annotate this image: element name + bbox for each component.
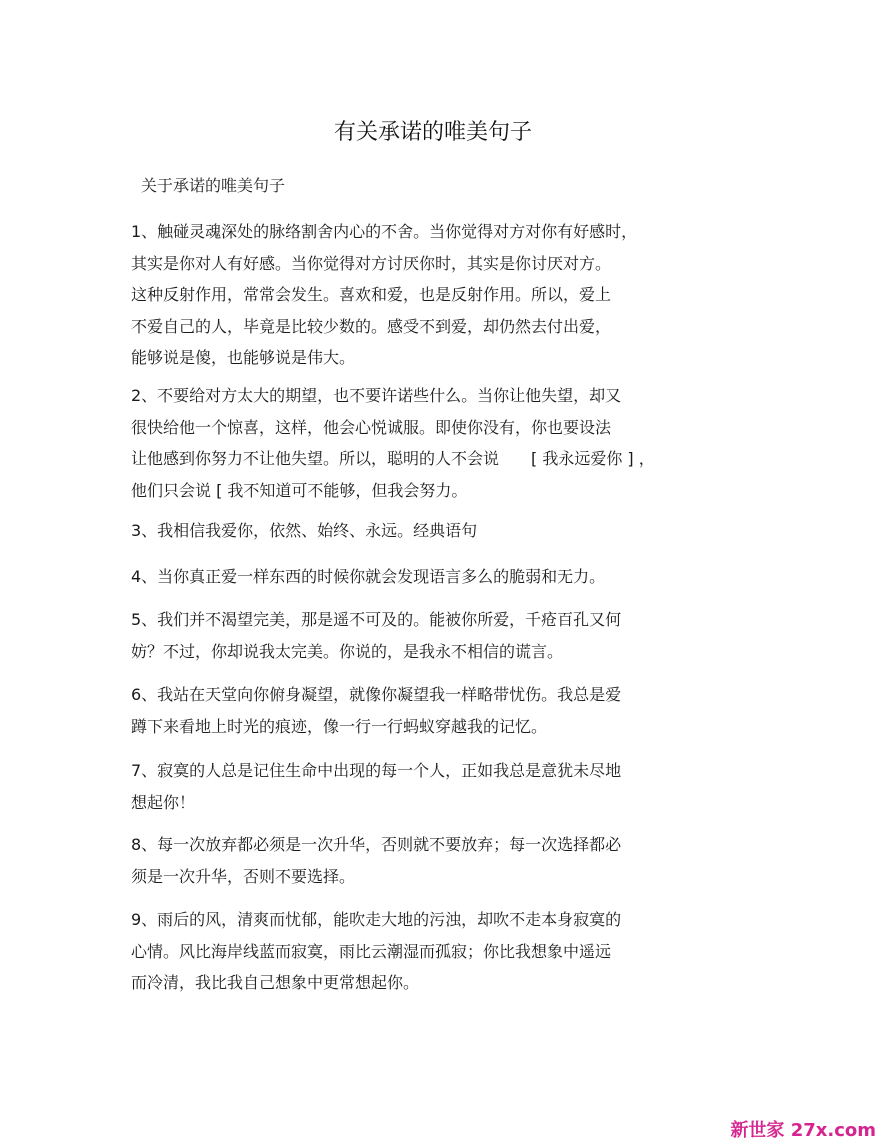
document-title: 有关承诺的唯美句子: [333, 120, 532, 145]
quote-item-7: [131, 755, 751, 818]
quote-line: 让他感到你努力不让他失望。所以，聪明的人不会说 [ 我永远爱你 ] ，: [131, 449, 655, 468]
quote-line: 很快给他一个惊喜，这样，他会心悦诚服。即使你没有，你也要设法: [131, 417, 612, 437]
quote-line: 他们只会说 [ 我不知道可不能够，但我会努力。: [131, 480, 468, 500]
quote-line: 这种反射作用，常常会发生。喜欢和爱，也是反射作用。所以，爱上: [131, 285, 612, 304]
quote-line: 而冷清，我比我自己想象中更常想起你。: [131, 973, 420, 992]
quote-line: 8、每一次放弃都必须是一次升华，否则就不要放弃；每一次选择都必: [131, 835, 622, 854]
quote-item-5: [131, 604, 751, 667]
quote-line: 蹲下来看地上时光的痕迹，像一行一行蚂蚁穿越我的记忆。: [131, 716, 548, 736]
quote-item-4: [131, 561, 751, 593]
quote-line: 想起你！: [131, 792, 196, 812]
quote-item-6: [131, 679, 751, 742]
quote-line: 能够说是傻，也能够说是伟大。: [131, 348, 356, 367]
quote-line: 1、触碰灵魂深处的脉络割舍内心的不舍。当你觉得对方对你有好感时，: [131, 222, 638, 241]
quote-line: 7、寂寞的人总是记住生命中出现的每一个人，正如我总是意犹未尽地: [131, 761, 622, 780]
quote-line: 4、当你真正爱一样东西的时候你就会发现语言多么的脆弱和无力。: [131, 567, 606, 586]
quote-line: 其实是你对人有好感。当你觉得对方讨厌你时，其实是你讨厌对方。: [131, 253, 612, 273]
quote-line: 2、不要给对方太大的期望，也不要许诺些什么。当你让他失望，却又: [131, 386, 622, 405]
quote-item-8: [131, 829, 751, 892]
document-subtitle: 关于承诺的唯美句子: [141, 176, 286, 195]
quote-line: 心情。风比海岸线蓝而寂寞，雨比云潮湿而孤寂；你比我想象中遥远: [131, 941, 612, 961]
quote-item-9: [131, 904, 751, 999]
quote-line: 须是一次升华，否则不要选择。: [131, 866, 356, 886]
quote-line: 6、我站在天堂向你俯身凝望，就像你凝望我一样略带忧伤。我总是爱: [131, 685, 622, 704]
quote-line: 妨？不过，你却说我太完美。你说的，是我永不相信的谎言。: [131, 641, 564, 661]
quote-item-1: [131, 216, 751, 374]
quote-item-2: [131, 380, 751, 506]
quote-line: 3、我相信我爱你，依然、始终、永远。经典语句: [131, 521, 478, 540]
quote-line: 不爱自己的人，毕竟是比较少数的。感受不到爱，却仍然去付出爱，: [131, 316, 612, 336]
quote-item-3: [131, 515, 751, 547]
site-watermark[interactable]: 新世家 27x.com: [730, 1120, 876, 1141]
quote-line: 5、我们并不渴望完美，那是遥不可及的。能被你所爱，千疮百孔又何: [131, 610, 622, 629]
quote-line: 9、雨后的风，清爽而忧郁，能吹走大地的污浊，却吹不走本身寂寞的: [131, 910, 622, 929]
